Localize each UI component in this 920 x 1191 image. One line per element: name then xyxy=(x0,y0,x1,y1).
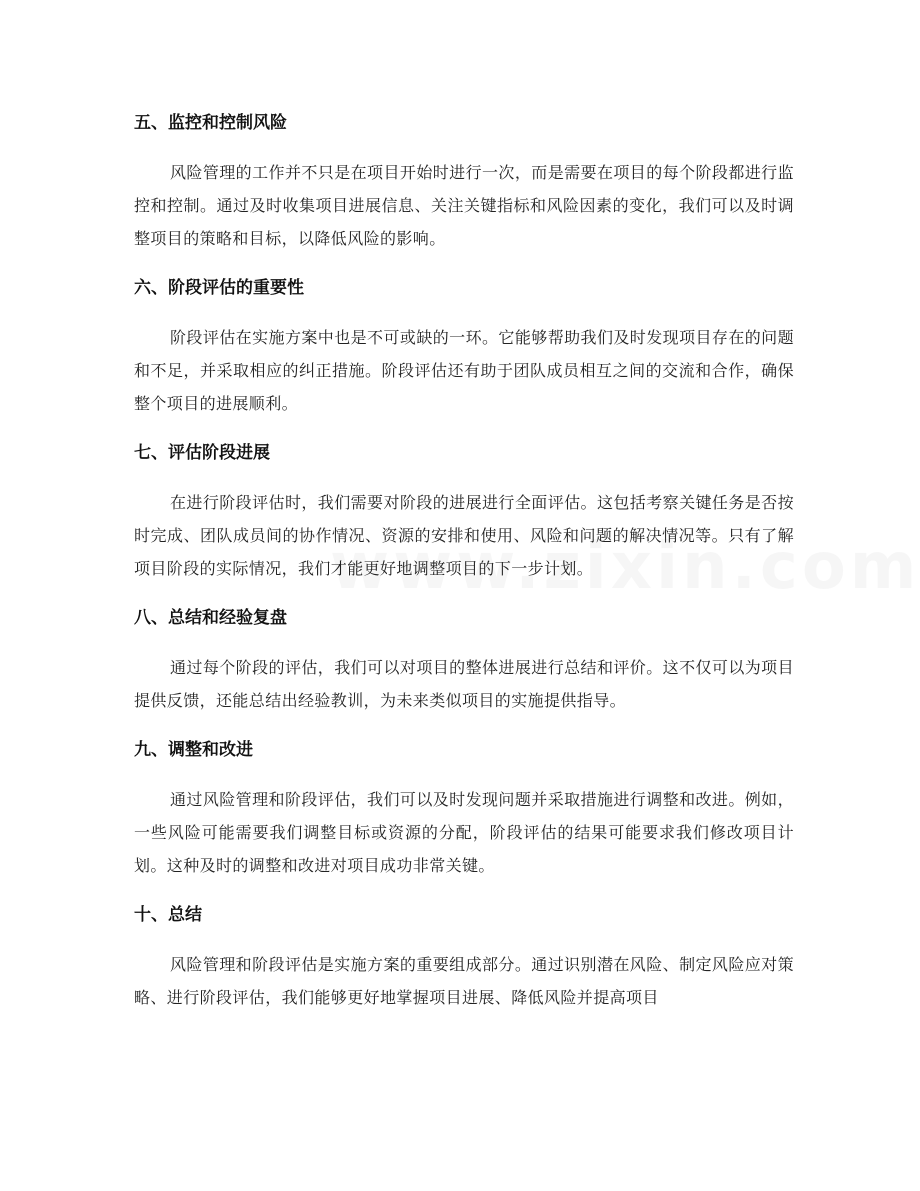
section xyxy=(134,899,794,1014)
section-paragraph: 风险管理的工作并不只是在项目开始时进行一次，而是需要在项目的每个阶段都进行监控和控制。通过及时收集项目进展信息、关注关键指标和风险因素的变化，我们可以及时调整项目的策略和目标，以降低风险的影响。 xyxy=(134,163,794,248)
section-paragraph: 风险管理和阶段评估是实施方案的重要组成部分。通过识别潜在风险、制定风险应对策略、进行阶段评估，我们能够更好地掌握项目进展、降低风险并提高项目 xyxy=(134,955,794,1007)
section-title: 十、总结 xyxy=(134,905,202,925)
section-title: 九、调整和改进 xyxy=(134,740,253,760)
section xyxy=(134,734,794,882)
section xyxy=(134,437,794,585)
section-title: 八、总结和经验复盘 xyxy=(134,608,287,628)
section-paragraph: 通过每个阶段的评估，我们可以对项目的整体进展进行总结和评价。这不仅可以为项目提供反馈，还能总结出经验教训，为未来类似项目的实施提供指导。 xyxy=(134,658,794,710)
document-content xyxy=(134,107,794,1031)
section-paragraph: 在进行阶段评估时，我们需要对阶段的进展进行全面评估。这包括考察关键任务是否按时完成、团队成员间的协作情况、资源的安排和使用、风险和问题的解决情况等。只有了解项目阶段的实际情况，我们才能更好地调整项目的下一步计划。 xyxy=(134,493,794,578)
section-paragraph: 阶段评估在实施方案中也是不可或缺的一环。它能够帮助我们及时发现项目存在的问题和不足，并采取相应的纠正措施。阶段评估还有助于团队成员相互之间的交流和合作，确保整个项目的进展顺利。 xyxy=(134,328,794,413)
section-title: 六、阶段评估的重要性 xyxy=(134,278,304,298)
section-title: 七、评估阶段进展 xyxy=(134,443,270,463)
section xyxy=(134,602,794,717)
section xyxy=(134,272,794,420)
section xyxy=(134,107,794,255)
section-title: 五、监控和控制风险 xyxy=(134,113,287,133)
section-paragraph: 通过风险管理和阶段评估，我们可以及时发现问题并采取措施进行调整和改进。例如，一些风险可能需要我们调整目标或资源的分配，阶段评估的结果可能要求我们修改项目计划。这种及时的调整和改进对项目成功非常关键。 xyxy=(134,790,794,875)
